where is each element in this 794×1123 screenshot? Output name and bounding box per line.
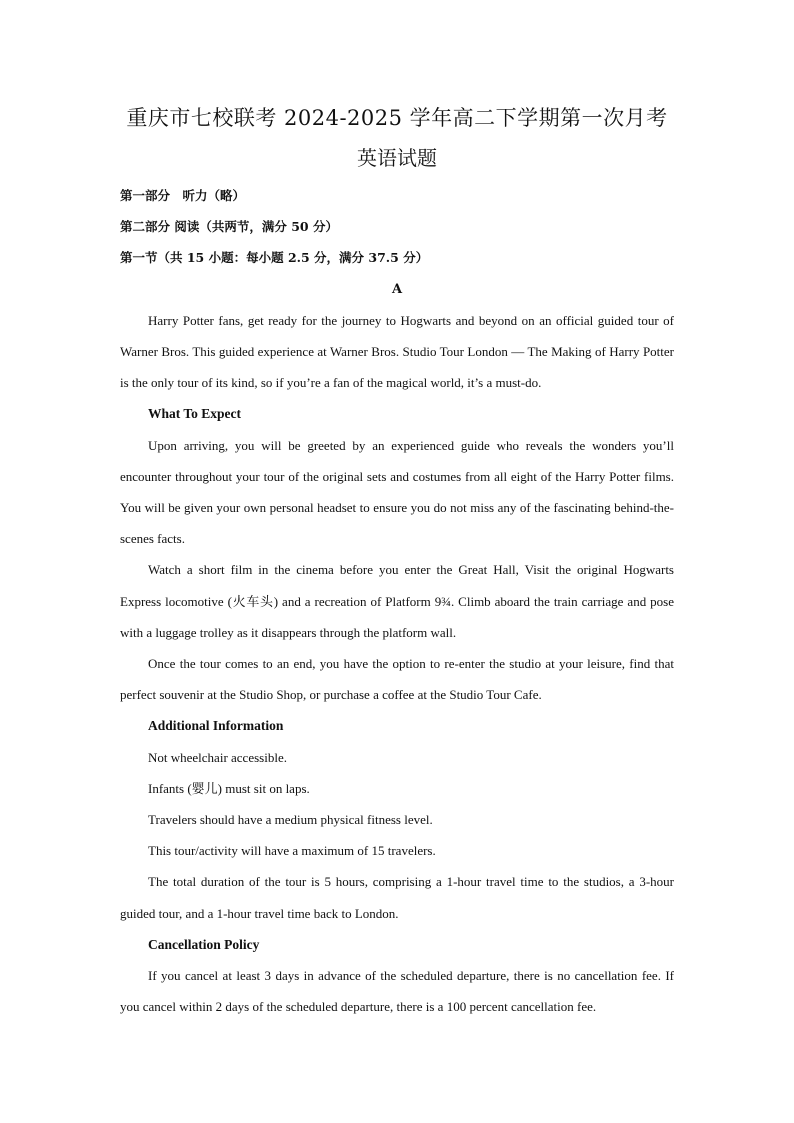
- page-title: 重庆市七校联考 2024-2025 学年高二下学期第一次月考: [126, 106, 668, 130]
- cancellation-paragraph: If you cancel at least 3 days in advance of the scheduled departure, there is no cancellation fee. If you cancel within 2 days of the scheduled departure, there is a 100 percent cancellation fee.: [120, 968, 674, 1015]
- additional-info-heading: Additional Information: [148, 718, 284, 734]
- info-item: This tour/activity will have a maximum of 15 travelers.: [148, 843, 436, 859]
- part2-heading: 第二部分 阅读（共两节，满分 50 分）: [120, 219, 338, 235]
- expect-paragraph: Upon arriving, you will be greeted by an experienced guide who reveals the wonders you’ll encounter throughout your tour of the original sets and costumes from all eight of the Harry Potter films. You will be given your own personal headset to ensure you do not miss any of the fascinating behind-the-scenes facts.: [120, 437, 674, 547]
- passage-label: A: [391, 281, 403, 297]
- what-to-expect-heading: What To Expect: [148, 406, 242, 422]
- info-item: Infants (婴儿) must sit on laps.: [148, 780, 310, 796]
- expect-paragraph: Watch a short film in the cinema before you enter the Great Hall, Visit the original Hogwarts Express locomotive (火车头) and a recreation of Platform 9¾. Climb aboard the train carriage and pose with a luggage trolley as it disappears through the platform wall.: [120, 562, 674, 640]
- passage-intro: Harry Potter fans, get ready for the journey to Hogwarts and beyond on an official guided tour of Warner Bros. This guided experience at Warner Bros. Studio Tour London — The Making of Harry Potter is the only tour of its kind, so if you’re a fan of the magical world, it’s a must-do.: [120, 312, 674, 391]
- info-item: Travelers should have a medium physical fitness level.: [148, 812, 433, 828]
- exam-page: [120, 100, 674, 1022]
- info-item: Not wheelchair accessible.: [148, 749, 287, 765]
- duration-paragraph: The total duration of the tour is 5 hours, comprising a 1-hour travel time to the studios, a 3-hour guided tour, and a 1-hour travel time back to London.: [120, 874, 674, 921]
- part1-heading: 第一部分 听力（略）: [120, 188, 246, 203]
- page-subtitle: 英语试题: [357, 146, 437, 170]
- expect-paragraph: Once the tour comes to an end, you have the option to re-enter the studio at your leisure, find that perfect souvenir at the Studio Shop, or purchase a coffee at the Studio Tour Cafe.: [120, 656, 674, 703]
- section1-heading: 第一节（共 15 小题：每小题 2.5 分，满分 37.5 分）: [120, 250, 429, 266]
- cancellation-heading: Cancellation Policy: [148, 936, 260, 952]
